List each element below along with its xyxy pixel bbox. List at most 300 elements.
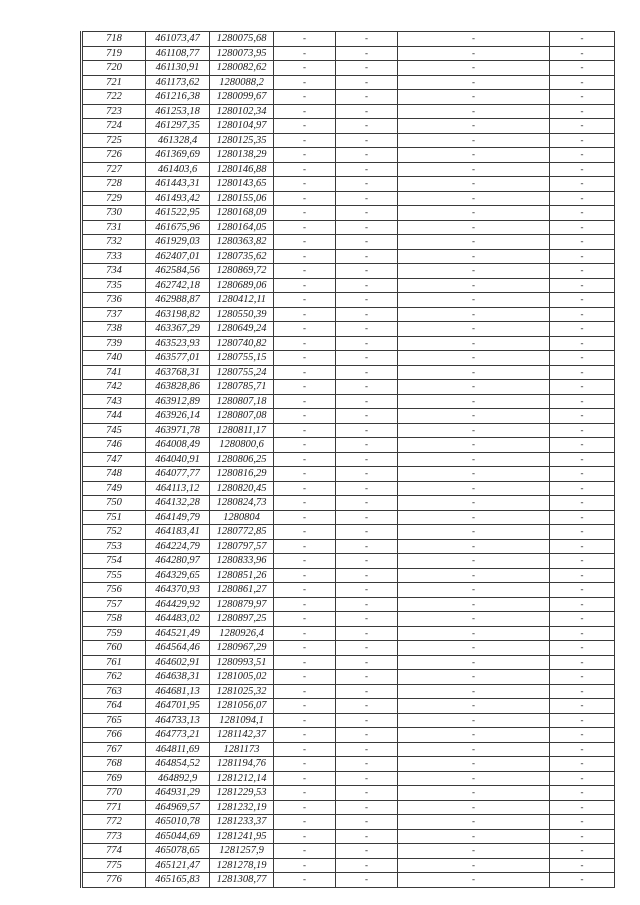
coord-x: 465121,47 <box>146 858 210 873</box>
coord-y: 1281232,19 <box>210 800 274 815</box>
table-row <box>82 206 615 221</box>
col-7-value: - <box>550 394 615 409</box>
col-6-value: - <box>398 568 550 583</box>
coord-y: 1281094,1 <box>210 713 274 728</box>
col-4-value: - <box>274 583 336 598</box>
col-4-value: - <box>274 264 336 279</box>
col-6-value: - <box>398 742 550 757</box>
point-number: 749 <box>82 481 146 496</box>
col-5-value: - <box>336 104 398 119</box>
coord-y: 1280104,97 <box>210 119 274 134</box>
coord-x: 461216,38 <box>146 90 210 105</box>
col-4-value: - <box>274 641 336 656</box>
table-row <box>82 873 615 888</box>
col-5-value: - <box>336 177 398 192</box>
col-4-value: - <box>274 829 336 844</box>
col-6-value: - <box>398 278 550 293</box>
col-6-value: - <box>398 641 550 656</box>
point-number: 766 <box>82 728 146 743</box>
point-number: 728 <box>82 177 146 192</box>
table-row <box>82 655 615 670</box>
col-6-value: - <box>398 249 550 264</box>
point-number: 722 <box>82 90 146 105</box>
col-6-value: - <box>398 539 550 554</box>
col-7-value: - <box>550 322 615 337</box>
col-5-value: - <box>336 32 398 47</box>
point-number: 742 <box>82 380 146 395</box>
table-row <box>82 46 615 61</box>
col-4-value: - <box>274 380 336 395</box>
coord-x: 463523,93 <box>146 336 210 351</box>
point-number: 761 <box>82 655 146 670</box>
table-row <box>82 684 615 699</box>
col-6-value: - <box>398 32 550 47</box>
point-number: 731 <box>82 220 146 235</box>
col-7-value: - <box>550 293 615 308</box>
coord-x: 463971,78 <box>146 423 210 438</box>
col-5-value: - <box>336 641 398 656</box>
col-5-value: - <box>336 510 398 525</box>
col-4-value: - <box>274 336 336 351</box>
col-5-value: - <box>336 699 398 714</box>
col-6-value: - <box>398 699 550 714</box>
table-row <box>82 264 615 279</box>
coord-y: 1281025,32 <box>210 684 274 699</box>
col-6-value: - <box>398 510 550 525</box>
coord-x: 463828,86 <box>146 380 210 395</box>
col-7-value: - <box>550 90 615 105</box>
table-row <box>82 191 615 206</box>
table-row <box>82 336 615 351</box>
coord-x: 465010,78 <box>146 815 210 830</box>
coord-y: 1280785,71 <box>210 380 274 395</box>
col-6-value: - <box>398 452 550 467</box>
col-6-value: - <box>398 597 550 612</box>
coord-y: 1280082,62 <box>210 61 274 76</box>
col-6-value: - <box>398 771 550 786</box>
table-row <box>82 815 615 830</box>
col-7-value: - <box>550 873 615 888</box>
point-number: 739 <box>82 336 146 351</box>
col-6-value: - <box>398 423 550 438</box>
table-row <box>82 858 615 873</box>
coord-x: 464811,69 <box>146 742 210 757</box>
coord-y: 1281173 <box>210 742 274 757</box>
coord-y: 1280807,08 <box>210 409 274 424</box>
col-6-value: - <box>398 322 550 337</box>
col-4-value: - <box>274 293 336 308</box>
coord-x: 463367,29 <box>146 322 210 337</box>
col-6-value: - <box>398 177 550 192</box>
table-row <box>82 119 615 134</box>
table-row <box>82 525 615 540</box>
col-7-value: - <box>550 510 615 525</box>
coord-x: 464132,28 <box>146 496 210 511</box>
col-5-value: - <box>336 844 398 859</box>
coord-x: 464224,79 <box>146 539 210 554</box>
col-6-value: - <box>398 61 550 76</box>
coord-x: 464602,91 <box>146 655 210 670</box>
coord-y: 1280740,82 <box>210 336 274 351</box>
point-number: 748 <box>82 467 146 482</box>
coord-x: 461522,95 <box>146 206 210 221</box>
coord-x: 464077,77 <box>146 467 210 482</box>
point-number: 759 <box>82 626 146 641</box>
coord-x: 463577,01 <box>146 351 210 366</box>
col-7-value: - <box>550 728 615 743</box>
col-5-value: - <box>336 351 398 366</box>
table-row <box>82 481 615 496</box>
col-6-value: - <box>398 684 550 699</box>
col-4-value: - <box>274 278 336 293</box>
col-6-value: - <box>398 496 550 511</box>
col-6-value: - <box>398 757 550 772</box>
col-6-value: - <box>398 264 550 279</box>
col-7-value: - <box>550 844 615 859</box>
table-row <box>82 757 615 772</box>
col-4-value: - <box>274 438 336 453</box>
table-row <box>82 133 615 148</box>
col-7-value: - <box>550 757 615 772</box>
coord-x: 464638,31 <box>146 670 210 685</box>
col-4-value: - <box>274 742 336 757</box>
table-row <box>82 177 615 192</box>
coord-x: 463768,31 <box>146 365 210 380</box>
point-number: 773 <box>82 829 146 844</box>
point-number: 765 <box>82 713 146 728</box>
table-row <box>82 742 615 757</box>
coord-x: 461493,42 <box>146 191 210 206</box>
col-7-value: - <box>550 191 615 206</box>
coord-x: 464931,29 <box>146 786 210 801</box>
col-7-value: - <box>550 380 615 395</box>
point-number: 734 <box>82 264 146 279</box>
col-5-value: - <box>336 191 398 206</box>
point-number: 724 <box>82 119 146 134</box>
col-6-value: - <box>398 873 550 888</box>
col-5-value: - <box>336 423 398 438</box>
col-7-value: - <box>550 771 615 786</box>
col-4-value: - <box>274 467 336 482</box>
coord-y: 1280861,27 <box>210 583 274 598</box>
col-6-value: - <box>398 786 550 801</box>
coord-y: 1280797,57 <box>210 539 274 554</box>
point-number: 750 <box>82 496 146 511</box>
col-5-value: - <box>336 336 398 351</box>
col-7-value: - <box>550 684 615 699</box>
col-5-value: - <box>336 597 398 612</box>
table-row <box>82 351 615 366</box>
coord-x: 463198,82 <box>146 307 210 322</box>
col-4-value: - <box>274 191 336 206</box>
col-5-value: - <box>336 467 398 482</box>
col-4-value: - <box>274 90 336 105</box>
col-7-value: - <box>550 481 615 496</box>
coord-y: 1280869,72 <box>210 264 274 279</box>
point-number: 727 <box>82 162 146 177</box>
col-5-value: - <box>336 61 398 76</box>
table-row <box>82 771 615 786</box>
col-4-value: - <box>274 307 336 322</box>
point-number: 745 <box>82 423 146 438</box>
coord-y: 1280689,06 <box>210 278 274 293</box>
col-7-value: - <box>550 206 615 221</box>
col-7-value: - <box>550 583 615 598</box>
col-5-value: - <box>336 757 398 772</box>
coord-x: 464149,79 <box>146 510 210 525</box>
col-4-value: - <box>274 510 336 525</box>
col-7-value: - <box>550 365 615 380</box>
table-row <box>82 32 615 47</box>
table-row <box>82 307 615 322</box>
table-row <box>82 800 615 815</box>
col-4-value: - <box>274 757 336 772</box>
col-6-value: - <box>398 583 550 598</box>
col-5-value: - <box>336 612 398 627</box>
col-6-value: - <box>398 148 550 163</box>
col-5-value: - <box>336 75 398 90</box>
coord-x: 464370,93 <box>146 583 210 598</box>
table-row <box>82 61 615 76</box>
coord-y: 1280102,34 <box>210 104 274 119</box>
coord-x: 463912,89 <box>146 394 210 409</box>
col-4-value: - <box>274 568 336 583</box>
coord-y: 1280807,18 <box>210 394 274 409</box>
col-4-value: - <box>274 728 336 743</box>
coord-x: 461369,69 <box>146 148 210 163</box>
point-number: 736 <box>82 293 146 308</box>
col-7-value: - <box>550 626 615 641</box>
col-4-value: - <box>274 119 336 134</box>
col-7-value: - <box>550 61 615 76</box>
table-row <box>82 568 615 583</box>
col-4-value: - <box>274 409 336 424</box>
col-4-value: - <box>274 626 336 641</box>
point-number: 719 <box>82 46 146 61</box>
col-5-value: - <box>336 583 398 598</box>
coord-y: 1280833,96 <box>210 554 274 569</box>
col-5-value: - <box>336 554 398 569</box>
coord-x: 461675,96 <box>146 220 210 235</box>
point-number: 723 <box>82 104 146 119</box>
coord-y: 1280879,97 <box>210 597 274 612</box>
col-7-value: - <box>550 568 615 583</box>
coord-x: 461297,35 <box>146 119 210 134</box>
col-4-value: - <box>274 206 336 221</box>
col-4-value: - <box>274 177 336 192</box>
table-row <box>82 90 615 105</box>
coord-x: 462584,56 <box>146 264 210 279</box>
coord-x: 464892,9 <box>146 771 210 786</box>
point-number: 726 <box>82 148 146 163</box>
point-number: 775 <box>82 858 146 873</box>
col-7-value: - <box>550 452 615 467</box>
coord-x: 464113,12 <box>146 481 210 496</box>
col-4-value: - <box>274 670 336 685</box>
table-row <box>82 162 615 177</box>
col-6-value: - <box>398 336 550 351</box>
col-5-value: - <box>336 670 398 685</box>
table-row <box>82 220 615 235</box>
col-4-value: - <box>274 771 336 786</box>
col-5-value: - <box>336 481 398 496</box>
col-4-value: - <box>274 32 336 47</box>
coord-y: 1281212,14 <box>210 771 274 786</box>
col-4-value: - <box>274 815 336 830</box>
col-4-value: - <box>274 351 336 366</box>
col-4-value: - <box>274 655 336 670</box>
point-number: 776 <box>82 873 146 888</box>
col-5-value: - <box>336 815 398 830</box>
col-7-value: - <box>550 641 615 656</box>
coord-y: 1281308,77 <box>210 873 274 888</box>
table-row <box>82 583 615 598</box>
col-7-value: - <box>550 670 615 685</box>
col-4-value: - <box>274 481 336 496</box>
coord-y: 1280824,73 <box>210 496 274 511</box>
coord-y: 1280099,67 <box>210 90 274 105</box>
coord-y: 1280800,6 <box>210 438 274 453</box>
point-number: 767 <box>82 742 146 757</box>
table-row <box>82 670 615 685</box>
col-5-value: - <box>336 728 398 743</box>
col-7-value: - <box>550 162 615 177</box>
table-row <box>82 423 615 438</box>
table-row <box>82 510 615 525</box>
coord-y: 1280816,29 <box>210 467 274 482</box>
coord-y: 1280088,2 <box>210 75 274 90</box>
col-4-value: - <box>274 235 336 250</box>
coord-y: 1280146,88 <box>210 162 274 177</box>
col-6-value: - <box>398 307 550 322</box>
col-5-value: - <box>336 858 398 873</box>
col-5-value: - <box>336 380 398 395</box>
col-6-value: - <box>398 380 550 395</box>
col-4-value: - <box>274 423 336 438</box>
col-5-value: - <box>336 148 398 163</box>
coord-y: 1281056,07 <box>210 699 274 714</box>
coord-y: 1281233,37 <box>210 815 274 830</box>
col-6-value: - <box>398 162 550 177</box>
col-7-value: - <box>550 539 615 554</box>
col-6-value: - <box>398 90 550 105</box>
col-5-value: - <box>336 249 398 264</box>
col-7-value: - <box>550 554 615 569</box>
col-4-value: - <box>274 597 336 612</box>
col-6-value: - <box>398 191 550 206</box>
point-number: 774 <box>82 844 146 859</box>
col-5-value: - <box>336 684 398 699</box>
coord-y: 1280550,39 <box>210 307 274 322</box>
table-row <box>82 699 615 714</box>
col-4-value: - <box>274 148 336 163</box>
col-4-value: - <box>274 104 336 119</box>
coord-y: 1281005,02 <box>210 670 274 685</box>
col-7-value: - <box>550 713 615 728</box>
col-4-value: - <box>274 75 336 90</box>
col-7-value: - <box>550 438 615 453</box>
col-6-value: - <box>398 220 550 235</box>
coord-x: 461929,03 <box>146 235 210 250</box>
point-number: 718 <box>82 32 146 47</box>
col-6-value: - <box>398 119 550 134</box>
coord-y: 1280138,29 <box>210 148 274 163</box>
col-5-value: - <box>336 742 398 757</box>
coord-x: 462742,18 <box>146 278 210 293</box>
col-4-value: - <box>274 496 336 511</box>
coord-x: 464681,13 <box>146 684 210 699</box>
coord-y: 1281278,19 <box>210 858 274 873</box>
coord-x: 464280,97 <box>146 554 210 569</box>
coord-y: 1281142,37 <box>210 728 274 743</box>
col-7-value: - <box>550 525 615 540</box>
col-7-value: - <box>550 177 615 192</box>
col-6-value: - <box>398 104 550 119</box>
col-4-value: - <box>274 858 336 873</box>
col-5-value: - <box>336 452 398 467</box>
coord-y: 1280143,65 <box>210 177 274 192</box>
point-number: 764 <box>82 699 146 714</box>
coord-x: 461253,18 <box>146 104 210 119</box>
col-6-value: - <box>398 409 550 424</box>
col-4-value: - <box>274 713 336 728</box>
coord-x: 461108,77 <box>146 46 210 61</box>
col-6-value: - <box>398 235 550 250</box>
coord-x: 465165,83 <box>146 873 210 888</box>
point-number: 756 <box>82 583 146 598</box>
col-6-value: - <box>398 351 550 366</box>
point-number: 757 <box>82 597 146 612</box>
col-6-value: - <box>398 525 550 540</box>
point-number: 737 <box>82 307 146 322</box>
table-row <box>82 597 615 612</box>
coord-y: 1281257,9 <box>210 844 274 859</box>
coord-y: 1280804 <box>210 510 274 525</box>
point-number: 762 <box>82 670 146 685</box>
col-7-value: - <box>550 220 615 235</box>
col-6-value: - <box>398 481 550 496</box>
col-5-value: - <box>336 90 398 105</box>
col-5-value: - <box>336 394 398 409</box>
coordinates-table-body <box>82 32 615 888</box>
col-4-value: - <box>274 61 336 76</box>
point-number: 746 <box>82 438 146 453</box>
coord-x: 461073,47 <box>146 32 210 47</box>
point-number: 740 <box>82 351 146 366</box>
table-row <box>82 713 615 728</box>
coord-x: 465078,65 <box>146 844 210 859</box>
col-6-value: - <box>398 467 550 482</box>
coord-y: 1280363,82 <box>210 235 274 250</box>
coord-y: 1280412,11 <box>210 293 274 308</box>
col-6-value: - <box>398 728 550 743</box>
point-number: 720 <box>82 61 146 76</box>
table-row <box>82 278 615 293</box>
col-7-value: - <box>550 336 615 351</box>
coordinates-table <box>80 31 615 888</box>
point-number: 753 <box>82 539 146 554</box>
col-7-value: - <box>550 815 615 830</box>
col-7-value: - <box>550 786 615 801</box>
point-number: 770 <box>82 786 146 801</box>
table-row <box>82 104 615 119</box>
col-5-value: - <box>336 873 398 888</box>
point-number: 735 <box>82 278 146 293</box>
coord-x: 462407,01 <box>146 249 210 264</box>
col-4-value: - <box>274 873 336 888</box>
col-4-value: - <box>274 684 336 699</box>
coord-y: 1280851,26 <box>210 568 274 583</box>
